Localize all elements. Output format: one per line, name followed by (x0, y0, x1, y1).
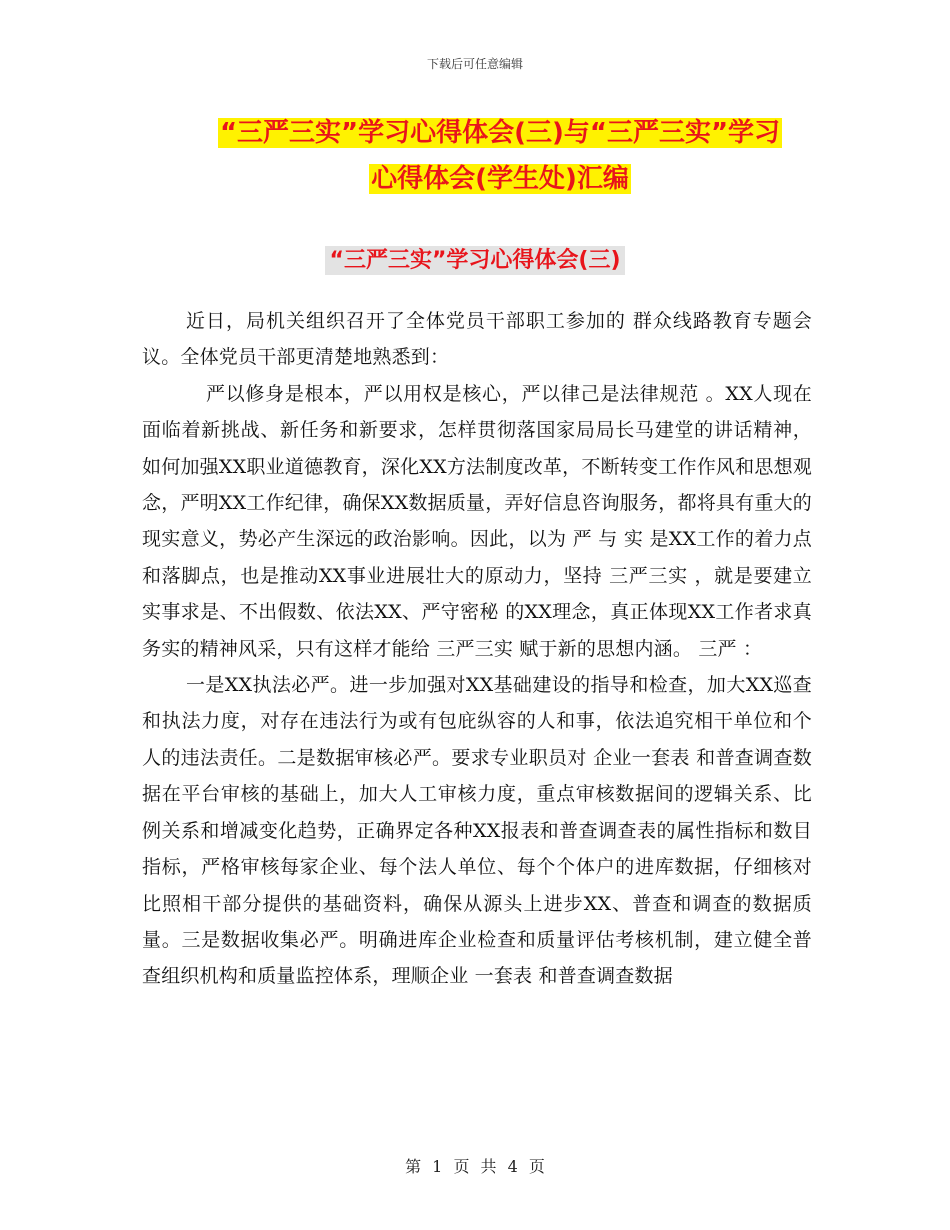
page-header-note: 下载后可任意编辑 (426, 57, 523, 71)
body-paragraph-3: 一是XX执法必严。进一步加强对XX基础建设的指导和检查，加大XX巡查和执法力度，对存在违法行为或有包庇纵容的人和事，依法追究相干单位和个人的违法责任。二是数据审核必严。要求专业职员对 企业一套表 和普查调查数据在平台审核的基础上，加大人工审核力度，重点审核数据间的逻辑关系、比例关系和增减变化趋势，正确界定各种XX报表和普查调查表的属性指标和数目指标，严格审核每家企业、每个法人单位、每个个体户的进库数据，仔细核对比照相干部分提供的基础资料，确保从源头上进步XX、普查和调查的数据质量。三是数据收集必严。明确进库企业检查和质量评估考核机制，建立健全普查组织机构和质量监控体系，理顺企业 一套表 和普查调查数据 (142, 674, 812, 988)
section-title-text: “三严三实”学习心得体会(三) (325, 246, 624, 275)
document-body (142, 303, 812, 995)
body-paragraph-1: 近日，局机关组织召开了全体党员干部职工参加的 群众线路教育专题会议。全体党员干部更清楚地熟悉到： (142, 310, 812, 369)
document-title (150, 110, 850, 202)
document-title-line-2: 心得体会(学生处)汇编 (371, 164, 629, 194)
page-footer-number: 第 1 页 共 4 页 (405, 1157, 545, 1176)
document-title-line-1: “三严三实”学习心得体会(三)与“三严三实”学习 (219, 118, 781, 148)
section-title (0, 243, 950, 274)
body-paragraph-2: 严以修身是根本，严以用权是核心，严以律己是法律规范 。XX人现在面临着新挑战、新任务和新要求，怎样贯彻落国家局局长马建堂的讲话精神，如何加强XX职业道德教育，深化XX方法制度改革，不断转变工作作风和思想观念，严明XX工作纪律，确保XX数据质量，弄好信息咨询服务，都将具有重大的现实意义，势必产生深远的政治影响。因此，以为 严 与 实 是XX工作的着力点和落脚点，也是推动XX事业进展壮大的原动力，坚持 三严三实 ，就是要建立 实事求是、不出假数、依法XX、严守密秘 的XX理念，真正体现XX工作者求真务实的精神风采，只有这样才能给 三严三实 赋于新的思想内涵。 三严 ： (142, 382, 812, 660)
